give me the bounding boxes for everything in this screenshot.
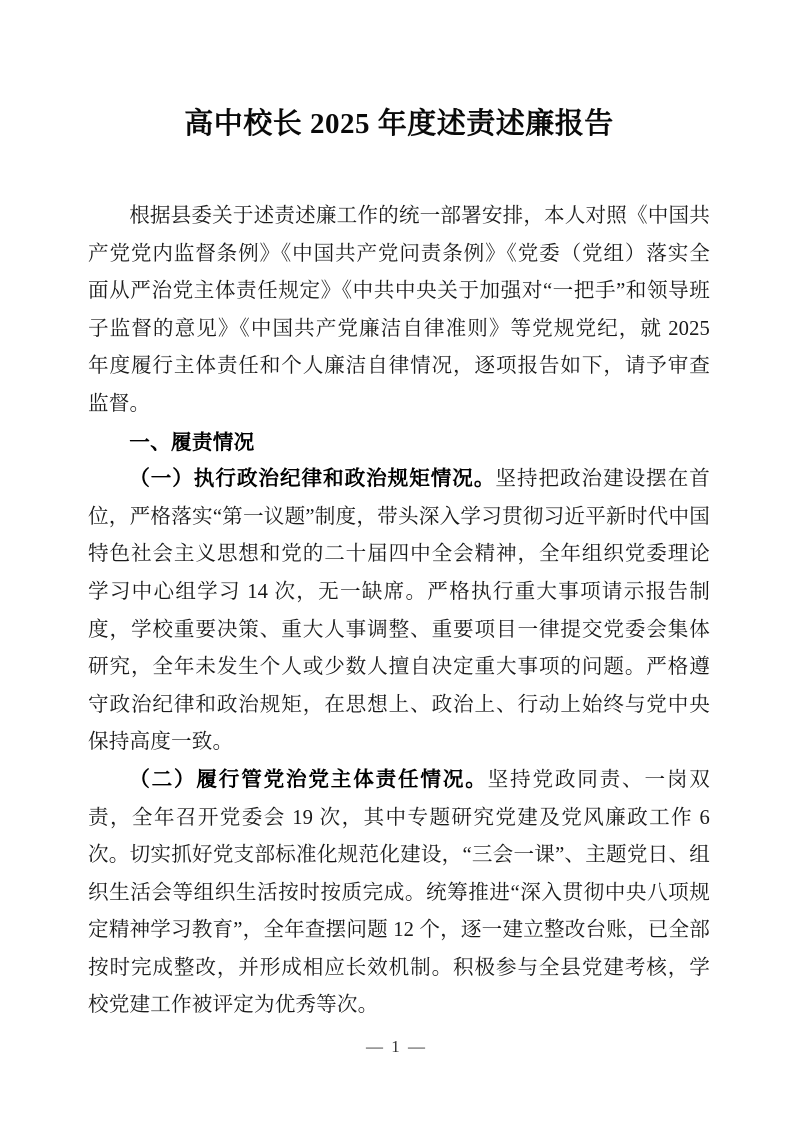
item-one-body-text: 坚持把政治建设摆在首位，严格落实“第一议题”制度，带头深入学习贯彻习近平新时代中国特色社会主义思想和党的二十届四中全会精神，全年组织党委理论学习中心组学习 14 次，无一缺席。严格执行重大事项请示报告制度，学校重要决策、重大人事调整、重要项目一律提交党委会集体研究，全年未发生个人或少数人擅自决定重大事项的问题。严格遵守政治纪律和政治规矩，在思想上、政治上、行动上始终与党中央保持高度一致。 <box>88 468 710 754</box>
paragraph-item-two <box>88 762 710 1025</box>
page-number-footer: — 1 — <box>366 1037 427 1056</box>
section-heading-one: 一、履责情况 <box>129 430 255 454</box>
item-one-lead-in: （一）执行政治纪律和政治规矩情况。 <box>129 468 496 491</box>
paragraph-preamble: 根据县委关于述责述廉工作的统一部署安排，本人对照《中国共产党党内监督条例》《中国共产党问责条例》《党委（党组）落实全面从严治党主体责任规定》《中共中央关于加强对“一把手”和领导班子监督的意见》《中国共产党廉洁自律准则》等党规党纪，就 2025 年度履行主体责任和个人廉洁自律情况，逐项报告如下，请予审查监督。 <box>88 205 711 415</box>
document-body <box>88 0 710 1025</box>
page-title: 高中校长 2025 年度述责述廉报告 <box>184 108 614 140</box>
item-two-lead-in: （二）履行管党治党主体责任情况。 <box>129 768 488 791</box>
paragraph-item-one <box>88 461 710 762</box>
item-two-body-text: 坚持党政同责、一岗双责，全年召开党委会 19 次，其中专题研究党建及党风廉政工作 6 次。切实抓好党支部标准化规范化建设，“三会一课”、主题党日、组织生活会等组织生活按时按质完成。统筹推进“深入贯彻中央八项规定精神学习教育”，全年查摆问题 12 个，逐一建立整改台账，已全部按时完成整改，并形成相应长效机制。积极参与全县党建考核，学校党建工作被评定为优秀等次。 <box>88 768 711 1017</box>
